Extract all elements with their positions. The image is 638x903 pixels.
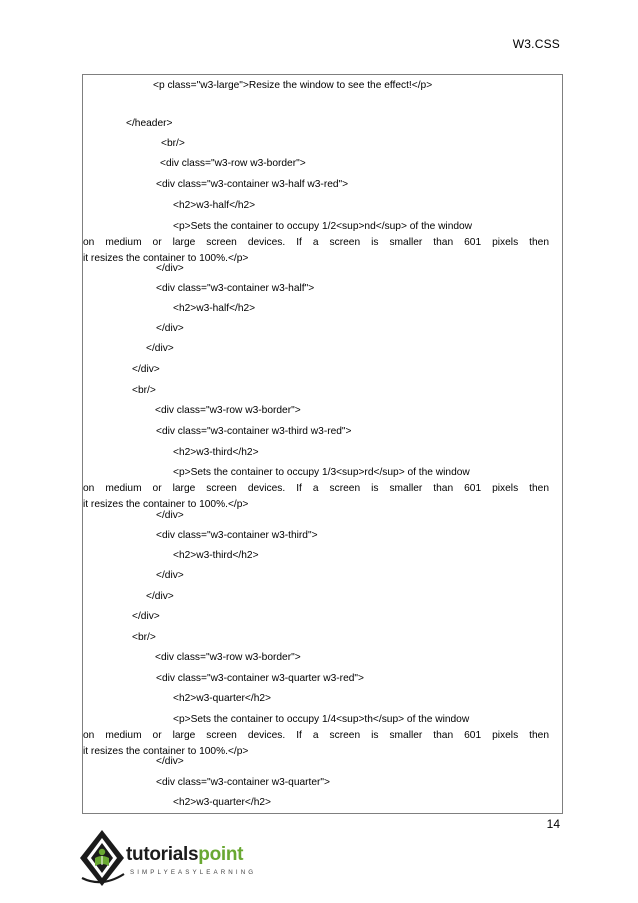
code-line: <div class="w3-row w3-border"> bbox=[155, 652, 301, 663]
code-listing bbox=[82, 74, 563, 814]
code-line: <p>Sets the container to occupy 1/3<sup>rd</sup> of the window bbox=[173, 467, 470, 478]
code-line: <div class="w3-row w3-border"> bbox=[160, 158, 306, 169]
code-line: on medium or large screen devices. If a screen is smaller than 601 pixels then bbox=[83, 237, 549, 248]
code-line: </div> bbox=[132, 364, 160, 375]
code-line: <div class="w3-container w3-third w3-red"> bbox=[156, 426, 352, 437]
code-line: <br/> bbox=[161, 138, 185, 149]
code-line: <div class="w3-container w3-quarter w3-red"> bbox=[156, 673, 364, 684]
code-line: it resizes the container to 100%.</p> bbox=[83, 253, 249, 264]
code-line: <p>Sets the container to occupy 1/4<sup>th</sup> of the window bbox=[173, 714, 470, 725]
tutorialspoint-logo bbox=[78, 828, 278, 892]
code-line: <p class="w3-large">Resize the window to see the effect!</p> bbox=[153, 80, 433, 91]
code-line: on medium or large screen devices. If a screen is smaller than 601 pixels then bbox=[83, 483, 549, 494]
code-line: <h2>w3-half</h2> bbox=[173, 200, 256, 211]
code-line: it resizes the container to 100%.</p> bbox=[83, 499, 249, 510]
code-line: <h2>w3-quarter</h2> bbox=[173, 797, 271, 808]
code-line: <h2>w3-half</h2> bbox=[173, 303, 256, 314]
code-line: <div class="w3-row w3-border"> bbox=[155, 405, 301, 416]
running-header: W3.CSS bbox=[512, 37, 560, 51]
code-line: <div class="w3-container w3-half"> bbox=[156, 283, 315, 294]
code-line: </div> bbox=[156, 323, 184, 334]
code-line: <br/> bbox=[132, 632, 156, 643]
code-line: <p>Sets the container to occupy 1/2<sup>nd</sup> of the window bbox=[173, 221, 473, 232]
code-line: </div> bbox=[156, 510, 184, 521]
code-line: <h2>w3-quarter</h2> bbox=[173, 693, 271, 704]
code-line: on medium or large screen devices. If a screen is smaller than 601 pixels then bbox=[83, 730, 549, 741]
code-line: <br/> bbox=[132, 385, 156, 396]
code-line: <div class="w3-container w3-half w3-red"> bbox=[156, 179, 349, 190]
code-line: <h2>w3-third</h2> bbox=[173, 447, 259, 458]
code-line: <h2>w3-third</h2> bbox=[173, 550, 259, 561]
code-line: </div> bbox=[146, 591, 174, 602]
code-line: </div> bbox=[156, 570, 184, 581]
code-line: </div> bbox=[146, 343, 174, 354]
code-line: it resizes the container to 100%.</p> bbox=[83, 746, 249, 757]
logo-text-dark: tutorials bbox=[126, 844, 199, 865]
code-line: <div class="w3-container w3-quarter"> bbox=[156, 777, 330, 788]
logo-text-accent: point bbox=[198, 844, 244, 865]
code-line: <div class="w3-container w3-third"> bbox=[156, 530, 318, 541]
page-number: 14 bbox=[546, 817, 560, 831]
code-line: </div> bbox=[132, 611, 160, 622]
code-line: </div> bbox=[156, 263, 184, 274]
logo-tagline: SIMPLYEASYLEARNING bbox=[130, 869, 257, 876]
code-line: </header> bbox=[126, 118, 173, 129]
code-line: </div> bbox=[156, 756, 184, 767]
